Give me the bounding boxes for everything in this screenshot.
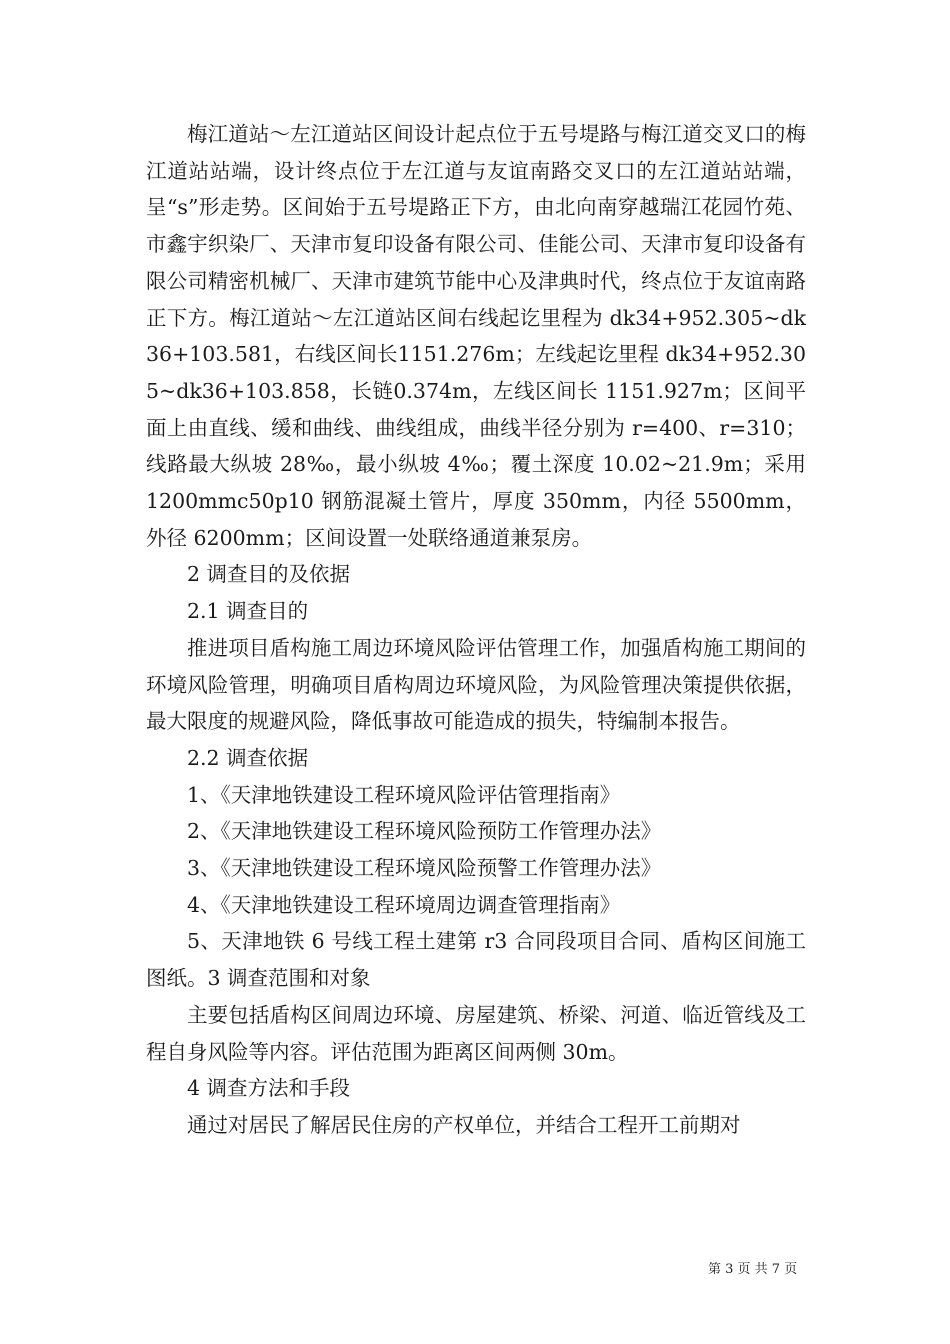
- heading-survey-purpose: 2.1 调查目的: [187, 599, 309, 624]
- list-item-basis-2: 2、《天津地铁建设工程环境风险预防工作管理办法》: [187, 819, 662, 844]
- heading-survey-purpose-basis: 2 调查目的及依据: [187, 562, 351, 587]
- paragraph-section-overview: 梅江道站～左江道站区间设计起点位于五号堤路与梅江道交叉口的梅江道站站端，设计终点位于左江道与友谊南路交叉口的左江道站站端，呈“s”形走势。区间始于五号堤路正下方，由北向南穿越瑞江花园竹苑、市鑫宇织染厂、天津市复印设备有限公司、佳能公司、天津市复印设备有限公司精密机械厂、天津市建筑节能中心及津典时代，终点位于友谊南路正下方。梅江道站～左江道站区间右线起讫里程为 dk34+952.305~dk36+103.581，右线区间长1151.276m；左线起讫里程 dk34+952.305~dk36+103.858，长链0.374m，左线区间长 1151.927m；区间平面上由直线、缓和曲线、曲线组成，曲线半径分别为 r=400、r=310；线路最大纵坡 28‰，最小纵坡 4‰；覆土深度 10.02~21.9m；采用 1200mmc50p10 钢筋混凝土管片，厚度 350mm，内径 5500mm，外径 6200mm；区间设置一处联络通道兼泵房。: [146, 122, 806, 550]
- paragraph-survey-purpose: 推进项目盾构施工周边环境风险评估管理工作，加强盾构施工期间的环境风险管理，明确项目盾构周边环境风险，为风险管理决策提供依据，最大限度的规避风险，降低事故可能造成的损失，特编制本报告。: [146, 635, 806, 734]
- heading-survey-methods: 4 调查方法和手段: [187, 1076, 351, 1101]
- paragraph-survey-scope: 主要包括盾构区间周边环境、房屋建筑、桥梁、河道、临近管线及工程自身风险等内容。评估范围为距离区间两侧 30m。: [146, 1002, 806, 1064]
- page-number-footer: 第 3 页 共 7 页: [708, 1262, 798, 1277]
- paragraph-survey-methods: 通过对居民了解居民住房的产权单位，并结合工程开工前期对: [187, 1112, 741, 1137]
- list-item-basis-5: 5、天津地铁 6 号线工程土建第 r3 合同段项目合同、盾构区间施工图纸。3 调查范围和对象: [146, 929, 806, 991]
- document-body: [146, 116, 806, 1144]
- list-item-basis-1: 1、《天津地铁建设工程环境风险评估管理指南》: [187, 782, 621, 807]
- heading-survey-basis: 2.2 调查依据: [187, 745, 309, 770]
- list-item-basis-3: 3、《天津地铁建设工程环境风险预警工作管理办法》: [187, 856, 662, 881]
- list-item-basis-4: 4、《天津地铁建设工程环境周边调查管理指南》: [187, 892, 621, 917]
